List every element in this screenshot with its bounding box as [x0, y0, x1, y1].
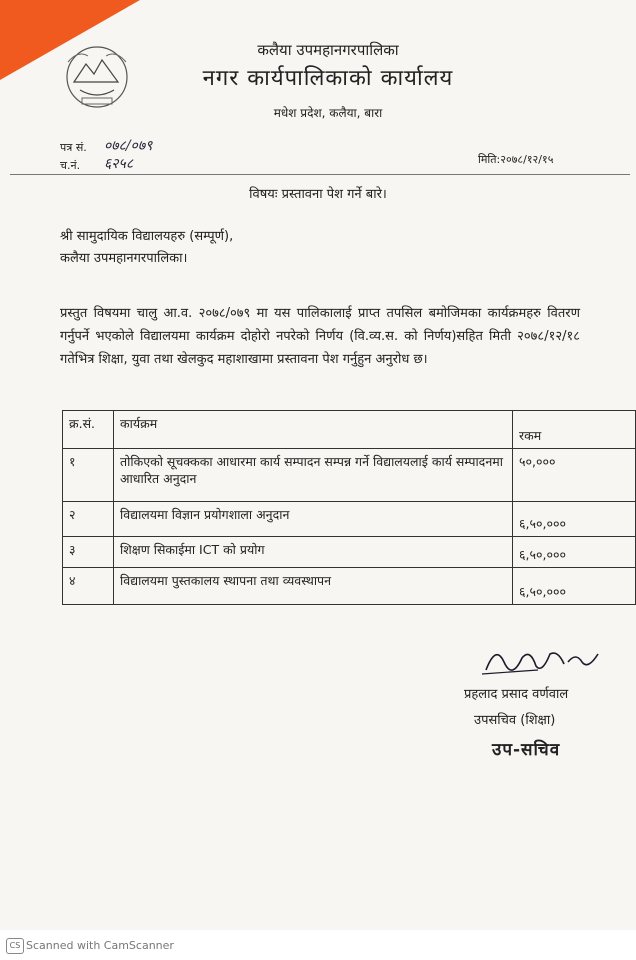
table-row	[63, 449, 636, 502]
signatory-title: उपसचिव (शिक्षा)	[474, 713, 556, 728]
addressee-line-2: कलैया उपमहानगरपालिका।	[60, 251, 188, 266]
row-amount: ६,५०,०००	[513, 568, 636, 605]
header-sn: क्र.सं.	[63, 411, 114, 449]
addressee-line-1: श्री सामुदायिक विद्यालयहरु (सम्पूर्ण),	[60, 229, 234, 244]
header-divider	[10, 174, 630, 175]
chalani-label: च.नं.	[60, 159, 81, 172]
row-program: शिक्षण सिकाईमा ICT को प्रयोग	[114, 537, 513, 568]
header-amount: रकम	[513, 411, 636, 449]
signatory-name: प्रहलाद प्रसाद वर्णवाल	[464, 687, 569, 702]
row-program: तोकिएको सूचक्कका आधारमा कार्य सम्पादन सम्पन्न गर्ने विद्यालयलाई कार्य सम्पादनमा आधारित अनुदान	[114, 449, 513, 502]
table-row	[63, 568, 636, 605]
table-header-row	[63, 411, 636, 449]
subject-line: विषयः प्रस्तावना पेश गर्ने बारे।	[249, 187, 387, 202]
row-sn: ३	[63, 537, 114, 568]
handwritten-signature	[478, 640, 608, 680]
table-row	[63, 537, 636, 568]
office-name: नगर कार्यपालिकाको कार्यालय	[202, 66, 454, 91]
row-amount: ५०,०००	[513, 449, 636, 502]
municipality-name: कलैया उपमहानगरपालिका	[257, 41, 399, 59]
scan-footer	[0, 930, 636, 960]
patra-value: ०७८/०७९	[104, 138, 153, 154]
row-program: विद्यालयमा पुस्तकालय स्थापना तथा व्यवस्थापन	[114, 568, 513, 605]
row-amount: ६,५०,०००	[513, 537, 636, 568]
program-table	[62, 410, 636, 605]
row-sn: १	[63, 449, 114, 502]
row-sn: ४	[63, 568, 114, 605]
patra-label: पत्र सं.	[60, 141, 87, 154]
row-amount: ६,५०,०००	[513, 502, 636, 537]
header-program: कार्यक्रम	[114, 411, 513, 449]
designation-stamp: उप-सचिव	[492, 740, 561, 760]
table-row	[63, 502, 636, 537]
camscanner-icon: CS	[6, 938, 24, 954]
row-program: विद्यालयमा विज्ञान प्रयोगशाला अनुदान	[114, 502, 513, 537]
office-address: मधेश प्रदेश, कलैया, बारा	[273, 106, 383, 120]
chalani-value: ६२५८	[104, 156, 134, 172]
body-paragraph: प्रस्तुत विषयमा चालु आ.व. २०७८/०७९ मा यस पालिकालाई प्राप्त तपसिल बमोजिमका कार्यक्रमहरु वितरण गर्नुपर्ने भएकोले विद्यालयमा कार्यक्रम दोहोरो नपरेको निर्णय (वि.व्य.स. को निर्णय)सहित मिती २०७८/१२/१८ गतेभित्र शिक्षा, युवा तथा खेलकुद महाशाखामा प्रस्तावना पेश गर्नुहुन अनुरोध छ।	[60, 306, 580, 367]
row-sn: २	[63, 502, 114, 537]
scan-watermark: Scanned with CamScanner	[26, 939, 174, 952]
letter-date: मिति:२०७८/१२/१५	[478, 153, 554, 166]
